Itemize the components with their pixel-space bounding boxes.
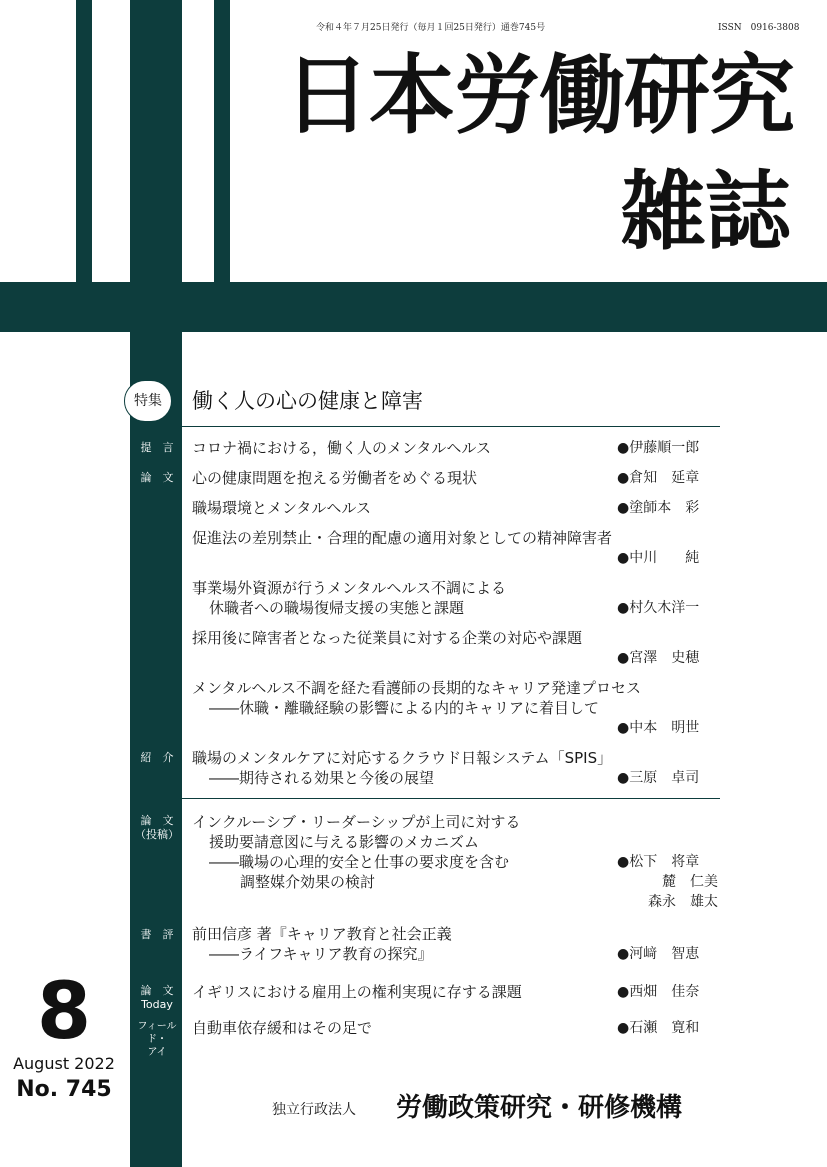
article-author: ●塗師本 彩 — [617, 500, 700, 516]
category-field-eye — [134, 1020, 180, 1059]
article-title: 職場環境とメンタルヘルス — [192, 499, 371, 517]
article-title-continued: 休職者への職場復帰支援の実態と課題 — [209, 599, 465, 617]
article-title: インクルーシブ・リーダーシップが上司に対する — [192, 813, 521, 831]
category-ronbun-toko-line1: 論 文 — [140, 814, 174, 827]
article-author: ●中本 明世 — [617, 720, 700, 736]
article-author: ●中川 純 — [617, 550, 700, 566]
article-subtitle: ――期待される効果と今後の展望 — [209, 769, 435, 787]
category-ronbun: 論 文 — [140, 471, 174, 484]
issn: ISSN 0916-3808 — [718, 23, 800, 33]
top-right-vertical-bar — [214, 0, 230, 282]
article-subtitle-continued: 調整媒介効果の検討 — [240, 873, 376, 891]
article-author: ●伊藤順一郎 — [617, 440, 700, 456]
publisher-type: 独立行政法人 — [272, 1102, 356, 1118]
article-subtitle: ――休職・離職経験の影響による内的キャリアに着目して — [209, 699, 600, 717]
article-title: 職場のメンタルケアに対応するクラウド日報システム「SPIS」 — [192, 749, 613, 767]
category-ronbun-today — [134, 984, 180, 1012]
article-subtitle: ――職場の心理的安全と仕事の要求度を含む — [209, 853, 510, 871]
issue-number: 8 — [36, 967, 92, 1057]
category-ronbun-today-line1: 論 文 — [140, 984, 174, 997]
article-coauthor: 森永 雄太 — [648, 894, 718, 910]
feature-title: 働く人の心の健康と障害 — [192, 389, 423, 413]
article-author: ●松下 将章 — [617, 854, 700, 870]
category-ronbun-today-line2: Today — [141, 998, 173, 1011]
article-title: 採用後に障害者となった従業員に対する企業の対応や課題 — [192, 629, 583, 647]
feature-rule — [182, 426, 720, 427]
left-column-bar — [0, 282, 128, 332]
article-title-continued: 援助要請意図に与える影響のメカニズム — [209, 833, 480, 851]
article-title: 自動車依存緩和はその足で — [192, 1019, 373, 1037]
article-title: 事業場外資源が行うメンタルヘルス不調による — [192, 579, 506, 597]
section-divider — [182, 798, 720, 799]
article-title: コロナ禍における，働く人のメンタルヘルス — [192, 439, 491, 457]
category-teigen: 提 言 — [140, 441, 174, 454]
category-shohyo: 書 評 — [140, 928, 174, 941]
article-title: 促進法の差別禁止・合理的配慮の適用対象としての精神障害者 — [192, 529, 613, 547]
publication-info: 令和４年７月25日発行（毎月１回25日発行）通巻745号 — [316, 23, 546, 33]
feature-badge-label: 特集 — [134, 393, 162, 409]
article-author: ●三原 卓司 — [617, 770, 700, 786]
category-ronbun-toko-line2: （投稿） — [135, 828, 179, 841]
article-title: イギリスにおける雇用上の権利実現に存する課題 — [192, 983, 522, 1001]
category-field-eye-line2: アイ — [147, 1047, 167, 1058]
article-author: ●倉知 延章 — [617, 470, 700, 486]
article-title: メンタルヘルス不調を経た看護師の長期的なキャリア発達プロセス — [192, 679, 641, 697]
issue-month: August 2022 — [13, 1054, 115, 1073]
article-author: ●村久木洋一 — [617, 600, 700, 616]
journal-title-line2: 雑誌 — [620, 162, 790, 262]
publisher-name: 労働政策研究・研修機構 — [396, 1093, 683, 1123]
issue-no: No. 745 — [16, 1077, 112, 1102]
article-subtitle: ――ライフキャリア教育の探究』 — [209, 945, 433, 963]
category-field-eye-line1: フィールド・ — [137, 1021, 177, 1045]
article-author: ●西畑 佳奈 — [617, 984, 700, 1000]
category-ronbun-toko — [134, 814, 180, 842]
article-coauthor: 麓 仁美 — [662, 874, 718, 890]
article-author: ●宮澤 史穂 — [617, 650, 700, 666]
article-title: 前田信彦 著『キャリア教育と社会正義 — [192, 925, 452, 943]
journal-title-line1: 日本労働研究 — [284, 46, 794, 146]
article-author: ●河﨑 智恵 — [617, 946, 700, 962]
article-author: ●石瀬 寛和 — [617, 1020, 700, 1036]
top-left-vertical-bar — [76, 0, 92, 282]
category-shokai: 紹 介 — [140, 751, 174, 764]
article-title: 心の健康問題を抱える労働者をめぐる現状 — [192, 469, 478, 487]
feature-badge — [124, 380, 172, 422]
